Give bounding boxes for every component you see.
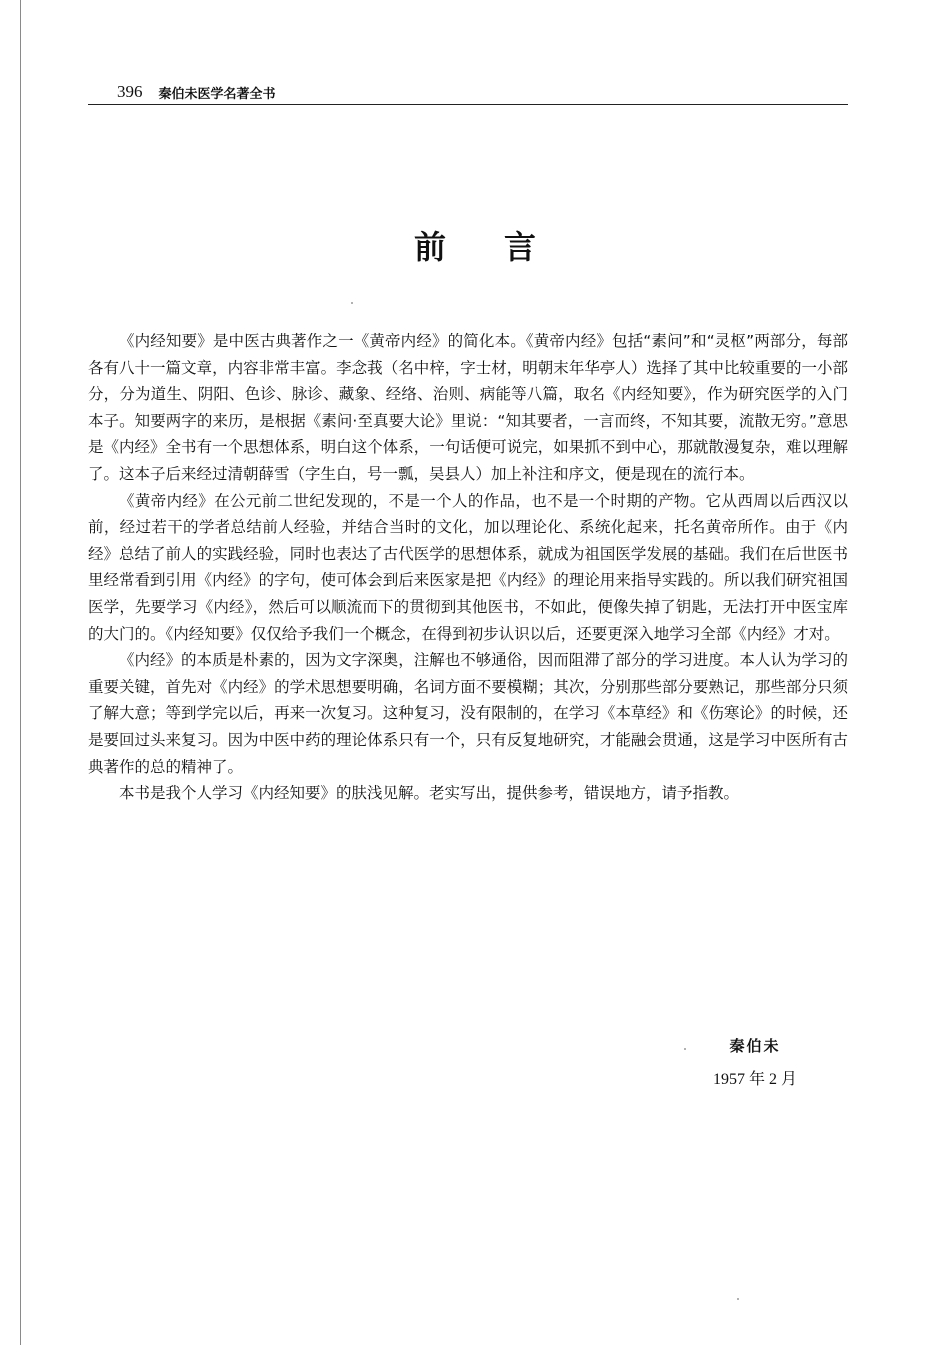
author-name: 秦伯未 xyxy=(729,1037,781,1055)
preface-body xyxy=(88,328,848,807)
signature-date: 1957 年 2 月 xyxy=(712,1071,797,1088)
paragraph-2: 《黄帝内经》在公元前二世纪发现的，不是一个人的作品，也不是一个时期的产物。它从西周以后西汉以前，经过若干的学者总结前人经验，并结合当时的文化，加以理论化、系统化起来，托名黄帝所作。由于《内经》总结了前人的实践经验，同时也表达了古代医学的思想体系，就成为祖国医学发展的基础。我们在后世医书里经常看到引用《内经》的字句，使可体会到后来医家是把《内经》的理论用来指导实践的。所以我们研究祖国医学，先要学习《内经》，然后可以顺流而下的贯彻到其他医书，不如此，便像失掉了钥匙，无法打开中医宝库的大门的。《内经知要》仅仅给予我们一个概念，在得到初步认识以后，还要更深入地学习全部《内经》才对。 xyxy=(88,491,848,643)
running-header xyxy=(117,82,276,102)
signature-block xyxy=(700,1035,810,1089)
scan-speck xyxy=(351,302,353,304)
scan-speck xyxy=(684,1048,686,1050)
paragraph-1: 《内经知要》是中医古典著作之一《黄帝内经》的简化本。《黄帝内经》包括“素问”和“灵枢”两部分，每部各有八十一篇文章，内容非常丰富。李念莪（名中梓，字士材，明朝末年华亭人）选择了其中比较重要的一小部分，分为道生、阴阳、色诊、脉诊、藏象、经络、治则、病能等八篇，取名《内经知要》，作为研究医学的入门本子。知要两字的来历，是根据《素问·至真要大论》里说：“知其要者，一言而终，不知其要，流散无穷。”意思是《内经》全书有一个思想体系，明白这个体系，一句话便可说完，如果抓不到中心，那就散漫复杂，难以理解了。这本子后来经过清朝薛雪（字生白，号一瓢，吴县人）加上补注和序文，便是现在的流行本。 xyxy=(88,332,848,483)
chapter-title-char-2: 言 xyxy=(504,228,537,266)
page-edge-line xyxy=(20,0,21,1345)
chapter-title-char-1: 前 xyxy=(413,228,446,266)
page-number: 396 xyxy=(117,82,143,101)
chapter-title xyxy=(0,222,950,268)
header-rule xyxy=(88,104,848,105)
book-title: 秦伯未医学名著全书 xyxy=(158,86,276,102)
paragraph-4: 本书是我个人学习《内经知要》的肤浅见解。老实写出，提供参考，错误地方，请予指教。 xyxy=(119,784,740,803)
paragraph-3: 《内经》的本质是朴素的，因为文字深奥，注解也不够通俗，因而阻滞了部分的学习进度。本人认为学习的重要关键，首先对《内经》的学术思想要明确，名词方面不要模糊；其次，分别那些部分要熟记，那些部分只须了解大意；等到学完以后，再来一次复习。这种复习，没有限制的，在学习《本草经》和《伤寒论》的时候，还是要回过头来复习。因为中医中药的理论体系只有一个，只有反复地研究，才能融会贯通，这是学习中医所有古典著作的总的精神了。 xyxy=(88,651,848,776)
scan-speck xyxy=(737,1298,739,1300)
